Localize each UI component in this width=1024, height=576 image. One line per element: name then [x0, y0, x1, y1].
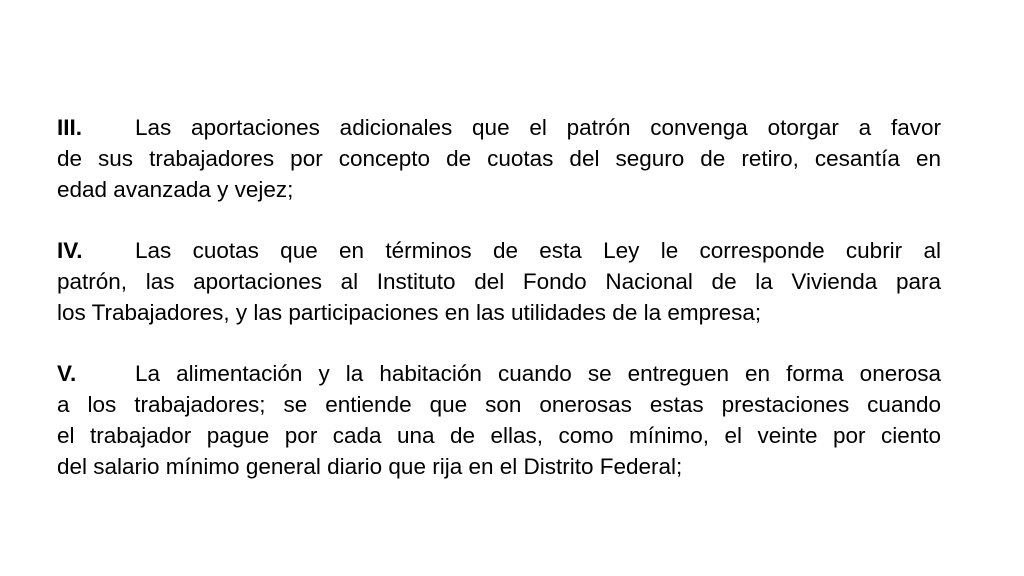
- item-v-line-2: a los trabajadores; se entiende que son onerosas estas prestaciones cuando: [57, 392, 941, 417]
- item-iv: [57, 235, 941, 328]
- item-v-line-3: el trabajador pague por cada una de ellas, como mínimo, el veinte por ciento: [57, 423, 941, 448]
- item-iii-numeral: III.: [57, 115, 83, 140]
- item-iii-line-1: [57, 112, 941, 143]
- item-iv-line-2: patrón, las aportaciones al Instituto del Fondo Nacional de la Vivienda para: [57, 269, 941, 294]
- item-iii: [57, 112, 941, 205]
- item-v: [57, 358, 941, 482]
- item-v-text-1: La alimentación y la habitación cuando se entreguen en forma onerosa: [135, 361, 941, 386]
- item-v-numeral: V.: [57, 361, 77, 386]
- item-iv-numeral: IV.: [57, 238, 83, 263]
- item-v-line-1: [57, 358, 941, 389]
- item-iii-line-2: de sus trabajadores por concepto de cuotas del seguro de retiro, cesantía en: [57, 146, 941, 171]
- item-iv-text-1: Las cuotas que en términos de esta Ley le corresponde cubrir al: [135, 238, 941, 263]
- item-iv-line-1: [57, 235, 941, 266]
- item-iii-line-3: edad avanzada y vejez;: [57, 177, 294, 202]
- item-v-line-4: del salario mínimo general diario que rija en el Distrito Federal;: [57, 454, 683, 479]
- item-iii-text-1: Las aportaciones adicionales que el patrón convenga otorgar a favor: [135, 115, 941, 140]
- item-iv-line-3: los Trabajadores, y las participaciones en las utilidades de la empresa;: [57, 300, 762, 325]
- document-body: [57, 112, 941, 512]
